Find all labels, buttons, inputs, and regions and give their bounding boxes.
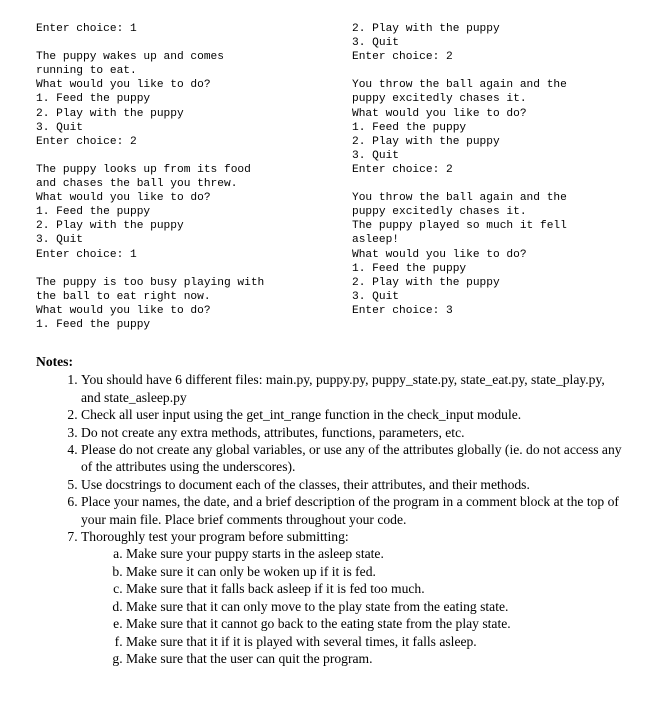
console-line: 3. Quit: [36, 121, 83, 134]
notes-section: [36, 353, 626, 667]
notes-list: [36, 371, 626, 667]
note-item: 1. You should have 6 different files: main.py, puppy.py, puppy_state.py, state_eat.py, state_play.py, and state_asleep.py: [81, 371, 626, 406]
note-item: 2. Check all user input using the get_int_range function in the check_input module.: [81, 406, 626, 423]
console-line: What would you like to do?: [36, 304, 211, 317]
console-line: 2. Play with the puppy: [352, 135, 500, 148]
console-output-right: [352, 22, 567, 318]
console-line: 1. Feed the puppy: [352, 262, 467, 275]
console-line: 1. Feed the puppy: [36, 206, 151, 219]
note-item: 5. Use docstrings to document each of the classes, their attributes, and their methods.: [81, 476, 626, 493]
console-line: What would you like to do?: [36, 79, 211, 92]
console-line: The puppy looks up from its food: [36, 163, 251, 176]
console-line: Enter choice: 2: [36, 135, 137, 148]
sub-item: a. Make sure your puppy starts in the asleep state.: [126, 545, 626, 562]
console-line: the ball to eat right now.: [36, 290, 211, 303]
console-line: [36, 36, 264, 50]
console-line: What would you like to do?: [352, 107, 527, 120]
notes-heading: Notes:: [36, 354, 73, 369]
console-line: Enter choice: 2: [352, 51, 453, 64]
console-line: asleep!: [352, 234, 399, 247]
console-line: [36, 149, 264, 163]
console-output-left: [36, 22, 264, 332]
console-line: Enter choice: 1: [36, 23, 137, 35]
console-line: Enter choice: 1: [36, 248, 137, 261]
sub-item: f. Make sure that it if it is played with several times, it falls asleep.: [126, 633, 626, 650]
console-line: What would you like to do?: [352, 248, 527, 261]
console-line: 3. Quit: [352, 290, 399, 303]
console-line: running to eat.: [36, 65, 137, 78]
console-line: [352, 64, 567, 78]
note-item-text: Thoroughly test your program before submitting:: [81, 529, 349, 545]
console-line: What would you like to do?: [36, 192, 211, 205]
console-line: 3. Quit: [352, 149, 399, 162]
note-item: 3. Do not create any extra methods, attributes, functions, parameters, etc.: [81, 424, 626, 441]
sub-item: g. Make sure that the user can quit the program.: [126, 650, 626, 667]
note-item-testing: [81, 528, 626, 667]
console-line: Enter choice: 2: [352, 163, 453, 176]
console-line: The puppy played so much it fell: [352, 220, 567, 233]
console-line: and chases the ball you threw.: [36, 178, 238, 191]
console-line: 3. Quit: [352, 37, 399, 50]
testing-sub-list: [81, 545, 626, 667]
console-line: [36, 262, 264, 276]
note-item: 6. Place your names, the date, and a brief description of the program in a comment block at the top of your main file. Place brief comments throughout your code.: [81, 493, 626, 528]
sub-item: e. Make sure that it cannot go back to the eating state from the play state.: [126, 615, 626, 632]
console-line: You throw the ball again and the: [352, 79, 567, 92]
console-line: 1. Feed the puppy: [36, 93, 151, 106]
console-line: You throw the ball again and the: [352, 192, 567, 205]
console-line: 3. Quit: [36, 234, 83, 247]
console-line: 2. Play with the puppy: [36, 107, 184, 120]
console-line: [352, 177, 567, 191]
console-line: 2. Play with the puppy: [352, 276, 500, 289]
sub-item: c. Make sure that it falls back asleep if it is fed too much.: [126, 580, 626, 597]
sub-item: d. Make sure that it can only move to the play state from the eating state.: [126, 598, 626, 615]
console-line: 2. Play with the puppy: [36, 220, 184, 233]
console-line: 2. Play with the puppy: [352, 23, 500, 35]
console-line: puppy excitedly chases it.: [352, 206, 527, 219]
console-line: puppy excitedly chases it.: [352, 93, 527, 106]
note-item: 4. Please do not create any global variables, or use any of the attributes globally (ie. do not access any of the attributes using the underscores).: [81, 441, 626, 476]
sub-item: b. Make sure it can only be woken up if it is fed.: [126, 563, 626, 580]
console-line: 1. Feed the puppy: [352, 121, 467, 134]
console-line: Enter choice: 3: [352, 304, 453, 317]
console-line: The puppy wakes up and comes: [36, 51, 224, 64]
console-line: 1. Feed the puppy: [36, 318, 151, 331]
console-line: The puppy is too busy playing with: [36, 276, 265, 289]
